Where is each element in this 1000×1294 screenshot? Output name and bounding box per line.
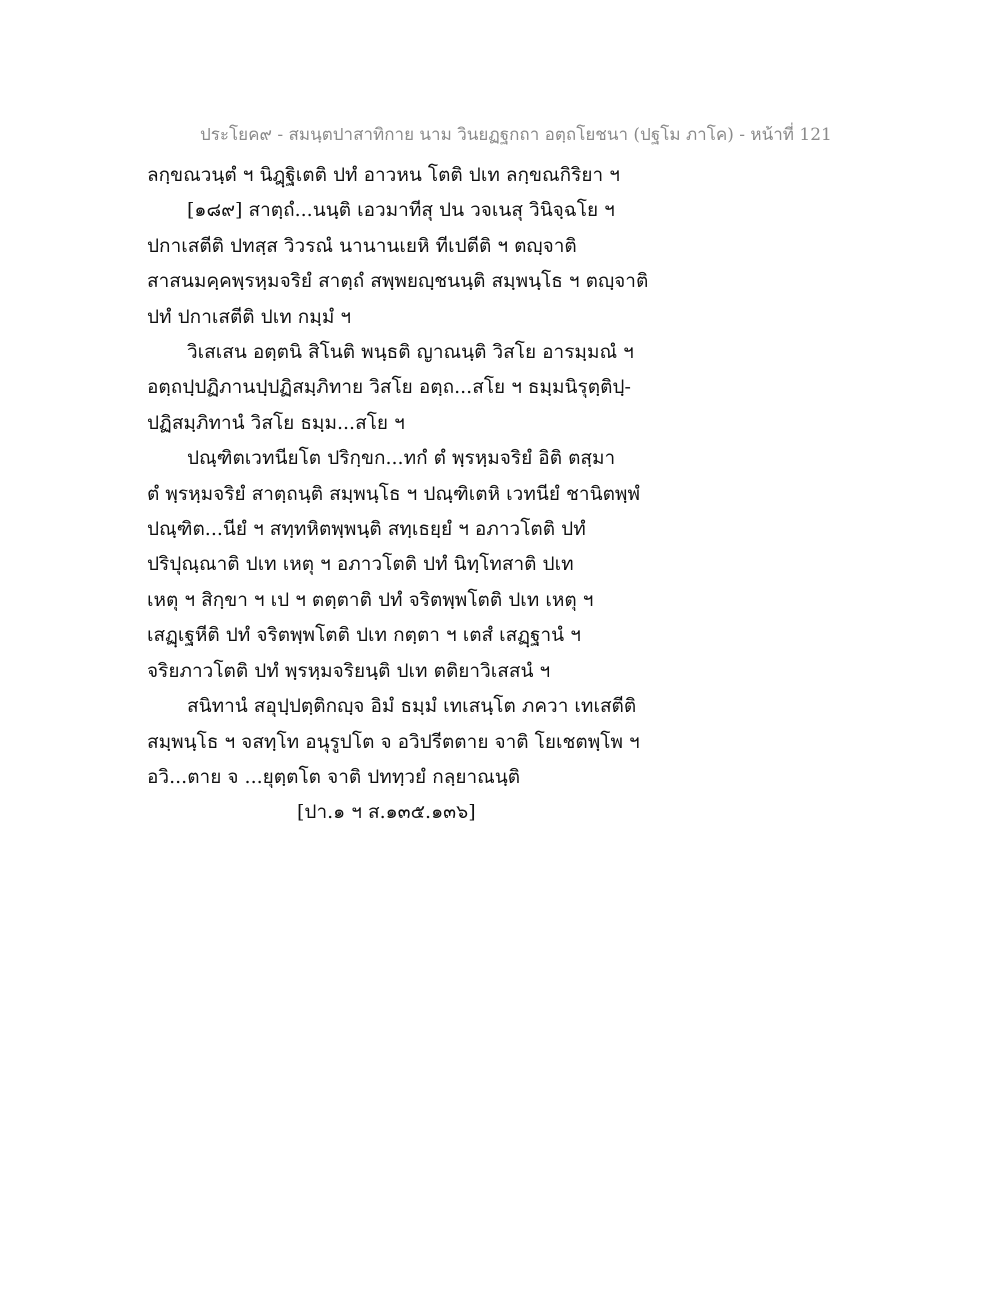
text-line: ลกฺขณวนฺตํ ฯ นิฎฺฐิเตติ ปทํ อาวหน โตติ ปเท ลกฺขณกิริยา ฯ — [147, 164, 620, 186]
text-line: จริยภาวโตติ ปทํ พฺรหฺมจริยนฺติ ปเท ตติยาวิเสสนํ ฯ — [147, 659, 551, 682]
text-line: ปกาเสตีติ ปทสฺส วิวรณํ นานานเยหิ ทีเปตีติ ฯ ตญฺจาติ — [147, 234, 577, 257]
text-line: สมฺพนฺโธ ฯ จสทฺโท อนุรูปโต จ อวิปรีตตาย จาติ โยเชตพฺโพ ฯ — [147, 730, 640, 753]
running-header: ประโยค๙ - สมนฺตปาสาทิกาย นาม วินยฏฐกถา อตฺถโยชนา (ปฐโม ภาโค) - หน้าที่ 121 — [200, 125, 832, 145]
text-line: ปณฺฑิตเวทนียโต ปริกฺขก...ทกํ ตํ พฺรหฺมจริยํ อิติ ตสฺมา — [187, 447, 616, 470]
text-line: ปริปุณฺณาติ ปเท เหตุ ฯ อภาวโตติ ปทํ นิทฺโทสาติ ปเท — [147, 553, 574, 576]
text-line: เหตุ ฯ สิกฺขา ฯ เป ฯ ตตฺตาติ ปทํ จริตพฺพโตติ ปเท เหตุ ฯ — [147, 588, 594, 611]
body-text — [147, 158, 707, 831]
text-line: ตํ พฺรหฺมจริยํ สาตฺถนฺติ สมฺพนฺโธ ฯ ปณฺฑิเตหิ เวทนียํ ชานิตพฺพํ — [147, 482, 640, 505]
text-line: เสฏฺเฐหีติ ปทํ จริตพฺพโตติ ปเท กตฺตา ฯ เตสํ เสฏฺฐานํ ฯ — [147, 624, 581, 647]
text-line: สนิทานํ สอุปฺปตฺติกญฺจ อิมํ ธมฺมํ เทเสนฺโต ภควา เทเสตีติ — [187, 695, 637, 718]
citation-reference: [ปา.๑ ฯ ส.๑๓๕.๑๓๖] — [297, 801, 476, 824]
text-line: ปฏิสมฺภิทานํ วิสโย ธมฺม...สโย ฯ — [147, 411, 405, 434]
text-line: ปณฺฑิต...นียํ ฯ สทฺทหิตพฺพนฺติ สทฺเธยฺยํ ฯ อภาวโตติ ปทํ — [147, 518, 586, 541]
text-line: ปทํ ปกาเสตีติ ปเท กมฺมํ ฯ — [147, 305, 352, 328]
text-line: วิเสเสน อตฺตนิ สิโนติ พนฺธติ ญาณนฺติ วิสโย อารมฺมณํ ฯ — [187, 341, 634, 364]
text-line: อวิ...ตาย จ ...ยุตฺตโต จาติ ปททฺวยํ กลฺยาณนฺติ — [147, 765, 521, 788]
text-line: [๑๘๙] สาตฺถํ...นนฺติ เอวมาทีสุ ปน วจเนสุ วินิจฺฉโย ฯ — [187, 199, 615, 222]
text-line: อตฺถปฺปฏิภานปฺปฏิสมฺภิทาย วิสโย อตฺถ...สโย ฯ ธมฺมนิรุตฺติปฺ- — [147, 376, 631, 399]
text-line: สาสนมคฺคพฺรหฺมจริยํ สาตฺถํ สพฺพยญฺชนนฺติ สมฺพนฺโธ ฯ ตญฺจาติ — [147, 270, 649, 293]
